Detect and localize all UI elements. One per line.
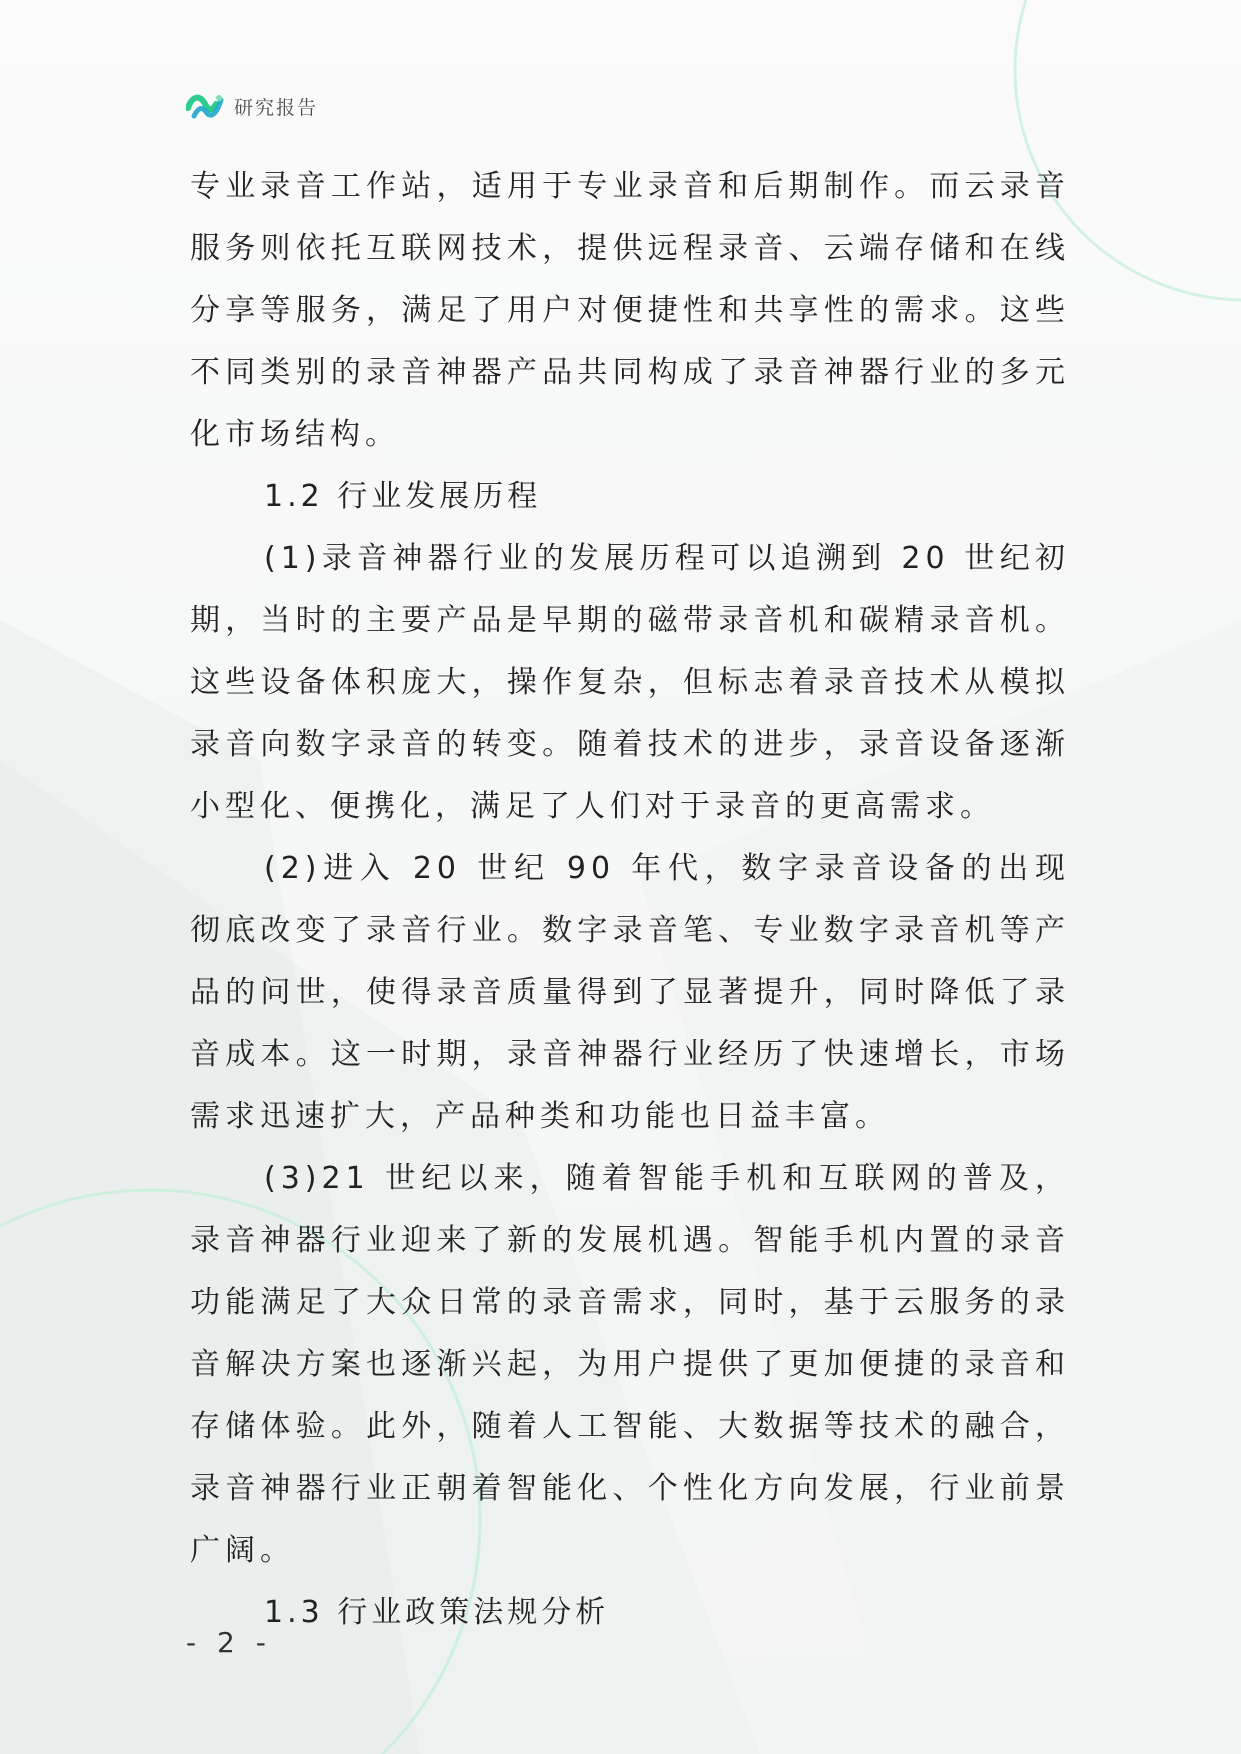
report-header — [186, 88, 318, 124]
section-heading-1-3: 1.3 行业政策法规分析 — [264, 1595, 610, 1630]
paragraph-history-1: (1)录音神器行业的发展历程可以追溯到 20 世纪初期，当时的主要产品是早期的磁带录音机和碳精录音机。这些设备体积庞大，操作复杂，但标志着录音技术从模拟录音向数字录音的转变。随着技术的进步，录音设备逐渐小型化、便携化，满足了人们对于录音的更高需求。 — [190, 541, 1070, 824]
brand-leaf-icon — [186, 90, 224, 122]
paragraph-history-2: (2)进入 20 世纪 90 年代，数字录音设备的出现彻底改变了录音行业。数字录音笔、专业数字录音机等产品的问世，使得录音质量得到了显著提升，同时降低了录音成本。这一时期，录音神器行业经历了快速增长，市场需求迅速扩大，产品种类和功能也日益丰富。 — [190, 851, 1070, 1134]
page-number: - 2 - — [186, 1626, 272, 1659]
report-header-title: 研究报告 — [234, 96, 319, 119]
paragraph-history-3: (3)21 世纪以来，随着智能手机和互联网的普及，录音神器行业迎来了新的发展机遇。智能手机内置的录音功能满足了大众日常的录音需求，同时，基于云服务的录音解决方案也逐渐兴起，为用户提供了更加便捷的录音和存储体验。此外，随着人工智能、大数据等技术的融合，录音神器行业正朝着智能化、个性化方向发展，行业前景广阔。 — [190, 1161, 1070, 1568]
paragraph-continuation: 专业录音工作站，适用于专业录音和后期制作。而云录音服务则依托互联网技术，提供远程录音、云端存储和在线分享等服务，满足了用户对便捷性和共享性的需求。这些不同类别的录音神器产品共同构成了录音神器行业的多元化市场结构。 — [190, 169, 1070, 452]
document-body — [190, 156, 1070, 1644]
section-heading-1-2: 1.2 行业发展历程 — [264, 479, 542, 514]
